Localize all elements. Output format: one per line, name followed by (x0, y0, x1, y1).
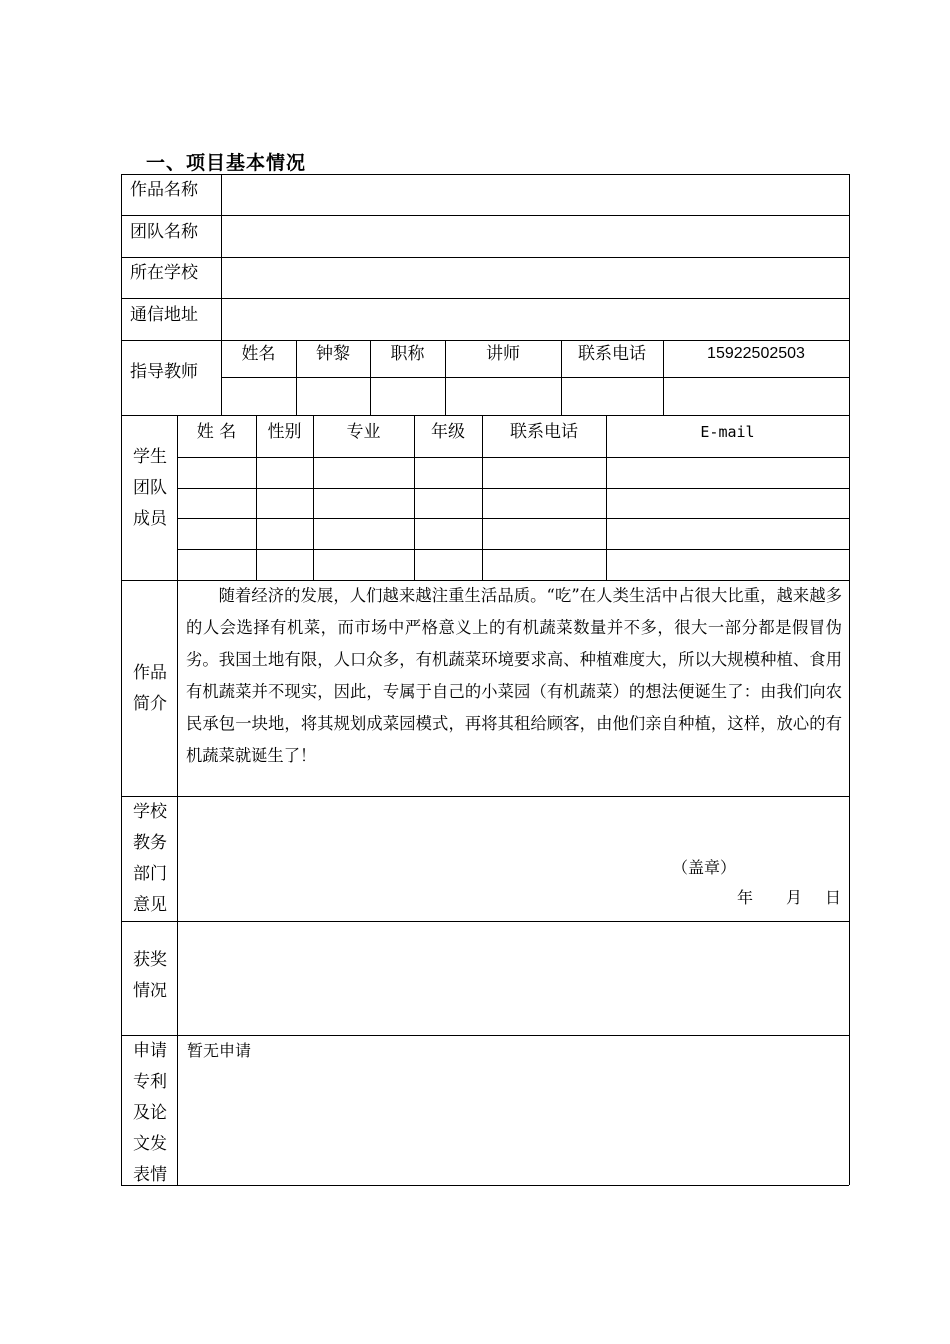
day-text: 日 (825, 888, 842, 907)
advisor-phone-value: 15922502503 (707, 345, 805, 362)
advisor-label: 指导教师 (130, 362, 198, 382)
patents-label: 申请 专利 及论 文发 表情 (133, 1041, 167, 1185)
opinion-label: 学校 教务 部门 意见 (133, 802, 167, 915)
address-label: 通信地址 (130, 305, 198, 325)
advisor-phone-label: 联系电话 (578, 344, 646, 364)
member-header-name: 姓 名 (196, 422, 237, 442)
patents-value: 暂无申请 (187, 1041, 252, 1060)
member-header-grade: 年级 (431, 422, 465, 442)
seal-text: （盖章） (672, 858, 737, 877)
month-text: 月 (786, 888, 803, 907)
team-name-label: 团队名称 (130, 222, 198, 242)
intro-label: 作品 简介 (133, 663, 167, 714)
school-label: 所在学校 (130, 263, 198, 283)
section-title: 一、项目基本情况 (146, 152, 307, 174)
intro-text: 随着经济的发展，人们越来越注重生活品质。“吃”在人类生活中占很大比重，越来越多的人会选择有机菜，而市场中严格意义上的有机蔬菜数量并不多，很大一部分都是假冒伪劣。我国土地有限，人口众多，有机蔬菜环境要求高、种植难度大，所以大规模种植、食用有机蔬菜并不现实，因此，专属于自己的小菜园（有机蔬菜）的想法便诞生了：由我们向农民承包一块地，将其规划成菜园模式，再将其租给顾客，由他们亲自种植，这样，放心的有机蔬菜就诞生了！ (186, 586, 842, 765)
advisor-name-value: 钟黎 (316, 344, 350, 364)
advisor-title-value: 讲师 (486, 344, 520, 364)
member-header-phone: 联系电话 (510, 422, 578, 442)
member-header-gender: 性别 (267, 422, 302, 442)
work-name-label: 作品名称 (130, 180, 198, 200)
advisor-title-label: 职称 (390, 344, 425, 364)
members-label: 学生 团队 成员 (133, 447, 167, 529)
advisor-name-label: 姓名 (241, 344, 276, 364)
member-header-email: E-mail (700, 423, 755, 441)
year-text: 年 (737, 888, 754, 907)
member-header-major: 专业 (346, 422, 381, 442)
awards-label: 获奖 情况 (133, 950, 167, 1001)
